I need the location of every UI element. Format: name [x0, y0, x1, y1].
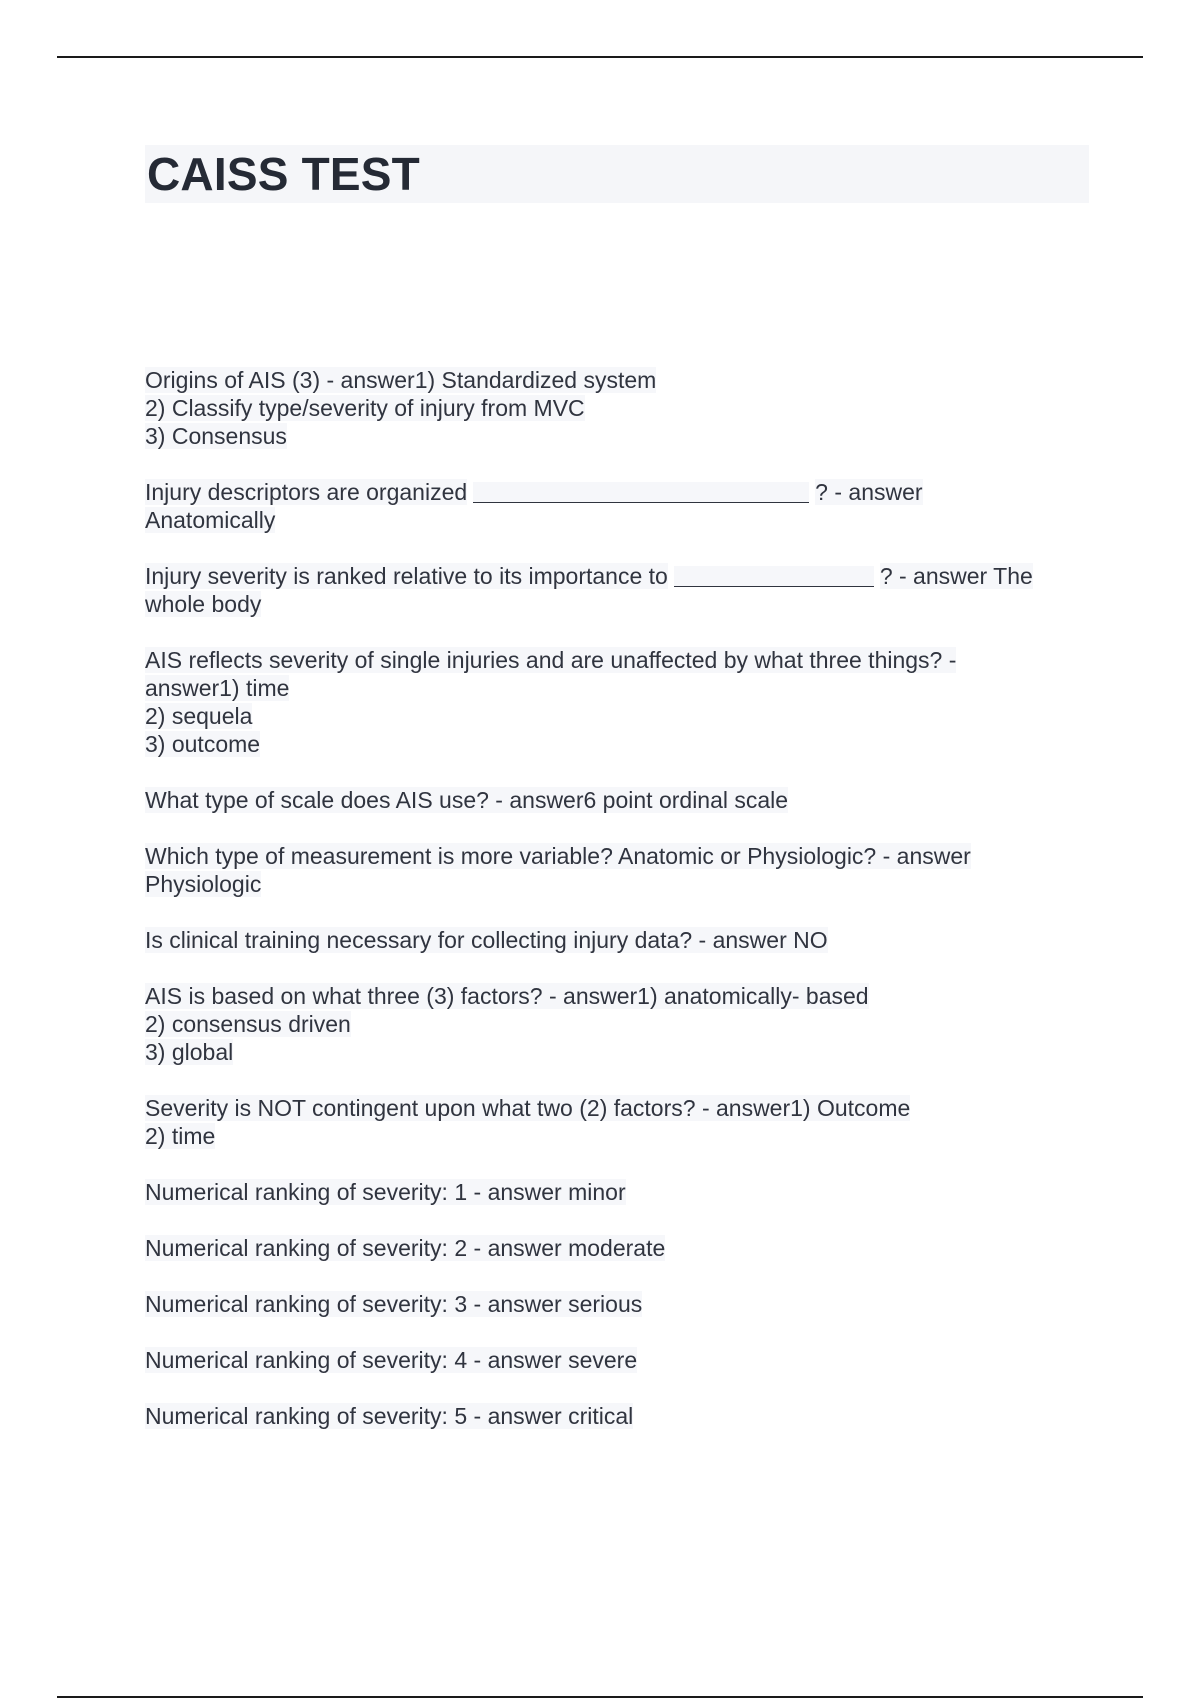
qa-item-clinical-training [145, 926, 1095, 954]
qa-line: Which type of measurement is more variable? Anatomic or Physiologic? - answer [145, 843, 971, 869]
qa-item-rank-2 [145, 1234, 1095, 1262]
qa-item-factors [145, 982, 1095, 1066]
qa-line: Numerical ranking of severity: 1 - answer minor [145, 1179, 626, 1205]
qa-item-unaffected [145, 646, 1095, 758]
fill-in-blank [674, 566, 874, 587]
qa-item-origins [145, 366, 1095, 450]
qa-item-scale [145, 786, 1095, 814]
qa-line: Severity is NOT contingent upon what two (2) factors? - answer1) Outcome [145, 1095, 911, 1121]
qa-line: AIS reflects severity of single injuries and are unaffected by what three things? - [145, 647, 957, 673]
qa-item-rank-4 [145, 1346, 1095, 1374]
qa-line: Numerical ranking of severity: 5 - answer critical [145, 1403, 634, 1429]
qa-item-rank-1 [145, 1178, 1095, 1206]
qa-item-measurement [145, 842, 1095, 898]
title-banner [145, 145, 1089, 203]
qa-line: 2) sequela [145, 703, 253, 729]
qa-line: What type of scale does AIS use? - answer6 point ordinal scale [145, 787, 789, 813]
qa-line: Injury severity is ranked relative to its importance to [145, 563, 668, 589]
qa-line: Numerical ranking of severity: 3 - answer serious [145, 1291, 643, 1317]
qa-line: ? - answer [815, 479, 923, 505]
qa-line: whole body [145, 591, 262, 617]
qa-line: answer1) time [145, 675, 290, 701]
qa-line: Anatomically [145, 507, 276, 533]
bottom-rule [57, 1696, 1143, 1698]
qa-line: AIS is based on what three (3) factors? - answer1) anatomically- based [145, 983, 869, 1009]
qa-line: Numerical ranking of severity: 4 - answer severe [145, 1347, 638, 1373]
page-title: CAISS TEST [147, 148, 420, 200]
qa-list [145, 366, 1095, 1458]
qa-line: 3) outcome [145, 731, 261, 757]
qa-line: 2) time [145, 1123, 216, 1149]
qa-item-severity-rank [145, 562, 1095, 618]
qa-item-rank-3 [145, 1290, 1095, 1318]
fill-in-blank [473, 482, 809, 503]
qa-line: Is clinical training necessary for collecting injury data? - answer NO [145, 927, 828, 953]
qa-line: Physiologic [145, 871, 262, 897]
qa-item-descriptors [145, 478, 1095, 534]
qa-line: Numerical ranking of severity: 2 - answer moderate [145, 1235, 666, 1261]
qa-line: 3) global [145, 1039, 234, 1065]
top-rule [57, 56, 1143, 58]
qa-line: ? - answer The [879, 563, 1033, 589]
qa-line: 2) Classify type/severity of injury from MVC [145, 395, 585, 421]
qa-line: 2) consensus driven [145, 1011, 351, 1037]
qa-line: 3) Consensus [145, 423, 287, 449]
qa-item-not-contingent [145, 1094, 1095, 1150]
qa-line: Injury descriptors are organized [145, 479, 468, 505]
qa-item-rank-5 [145, 1402, 1095, 1430]
qa-line: Origins of AIS (3) - answer1) Standardized system [145, 367, 657, 393]
